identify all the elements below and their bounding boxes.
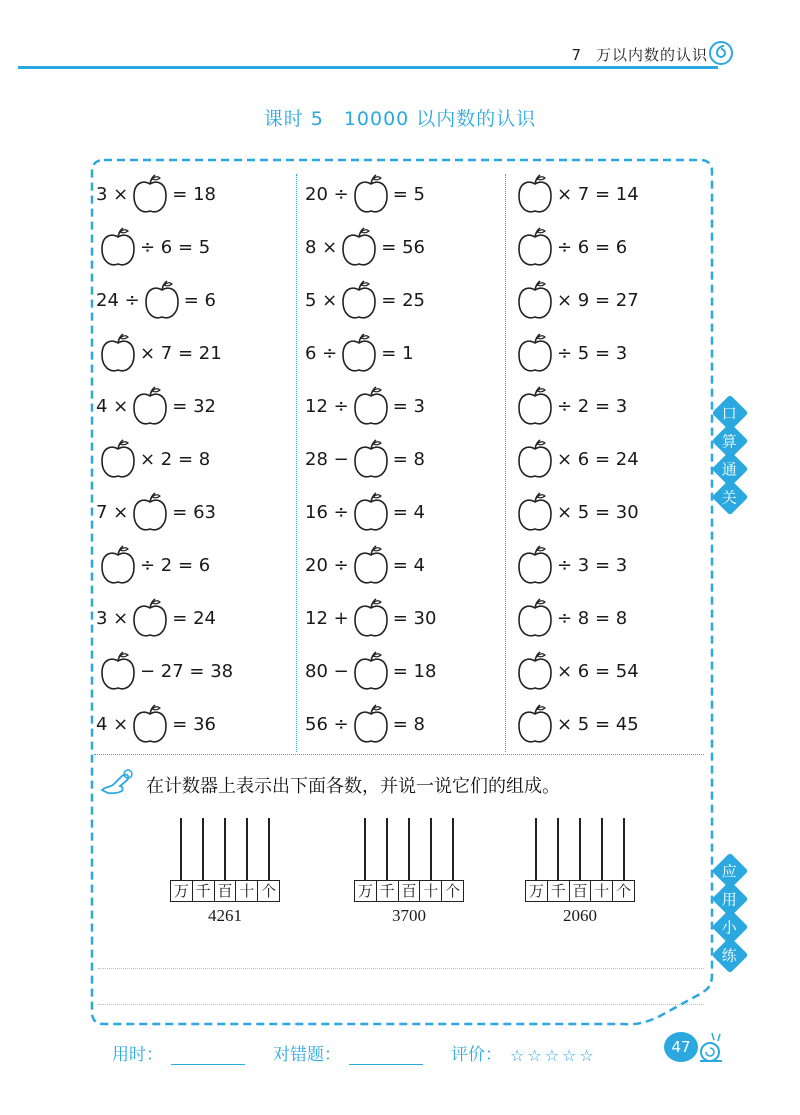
equation-suffix: × 9 = 27 bbox=[557, 289, 639, 311]
place-value-label: 百 bbox=[399, 881, 421, 901]
place-value-label: 万 bbox=[171, 881, 193, 901]
equation-row bbox=[305, 702, 425, 746]
equation-prefix: 56 ÷ bbox=[305, 713, 349, 735]
answer-line bbox=[98, 968, 704, 969]
equation-suffix: = 8 bbox=[392, 448, 425, 470]
equation-prefix: 80 − bbox=[305, 660, 349, 682]
equation-prefix: 20 ÷ bbox=[305, 183, 349, 205]
place-value-label: 百 bbox=[570, 881, 592, 901]
equation-row bbox=[305, 384, 425, 428]
errors-label: 对错题： bbox=[273, 1045, 341, 1065]
equation-suffix: = 18 bbox=[172, 183, 216, 205]
apple-icon[interactable] bbox=[98, 225, 138, 269]
equation-prefix: 8 × bbox=[305, 236, 338, 258]
snail-icon bbox=[694, 1030, 724, 1064]
equation-row bbox=[305, 172, 425, 216]
apple-icon[interactable] bbox=[98, 331, 138, 375]
side-tab-char: 用 bbox=[712, 881, 749, 918]
abacus-rod[interactable] bbox=[579, 818, 581, 880]
chapter-number: 7 bbox=[571, 46, 582, 64]
apple-icon[interactable] bbox=[98, 437, 138, 481]
equation-row bbox=[513, 702, 639, 746]
equation-row bbox=[305, 490, 425, 534]
side-tab-char: 应 bbox=[712, 853, 749, 890]
place-value-labels bbox=[525, 880, 635, 902]
apple-icon[interactable] bbox=[515, 225, 555, 269]
place-value-label: 百 bbox=[215, 881, 237, 901]
equation-prefix: 7 × bbox=[96, 501, 129, 523]
apple-icon[interactable] bbox=[142, 278, 182, 322]
apple-icon[interactable] bbox=[339, 331, 379, 375]
equation-row bbox=[513, 384, 627, 428]
apple-icon[interactable] bbox=[130, 702, 170, 746]
equation-suffix: = 4 bbox=[392, 501, 425, 523]
equation-row bbox=[96, 490, 216, 534]
abacus-number: 2060 bbox=[563, 906, 597, 925]
equation-row bbox=[96, 649, 233, 693]
abacus-3 bbox=[525, 818, 645, 926]
abacus-rod[interactable] bbox=[246, 818, 248, 880]
equation-row bbox=[513, 543, 627, 587]
abacus-rod[interactable] bbox=[268, 818, 270, 880]
equation-suffix: × 5 = 45 bbox=[557, 713, 639, 735]
equation-suffix: = 3 bbox=[392, 395, 425, 417]
equation-prefix: 3 × bbox=[96, 183, 129, 205]
equation-suffix: ÷ 3 = 3 bbox=[557, 554, 628, 576]
equation-row bbox=[305, 649, 436, 693]
abacus-rod[interactable] bbox=[224, 818, 226, 880]
side-tab-application bbox=[717, 858, 743, 970]
equation-suffix: = 36 bbox=[172, 713, 216, 735]
equation-row bbox=[513, 649, 639, 693]
apple-icon[interactable] bbox=[130, 384, 170, 428]
apple-icon[interactable] bbox=[351, 384, 391, 428]
apple-icon[interactable] bbox=[351, 490, 391, 534]
equation-row bbox=[96, 331, 222, 375]
answer-line bbox=[98, 1004, 704, 1005]
equation-suffix: = 24 bbox=[172, 607, 216, 629]
abacus-rod[interactable] bbox=[452, 818, 454, 880]
time-field[interactable] bbox=[112, 1040, 245, 1065]
apple-icon[interactable] bbox=[515, 437, 555, 481]
equation-prefix: 28 − bbox=[305, 448, 349, 470]
equation-row bbox=[305, 331, 414, 375]
abacus-2 bbox=[354, 818, 474, 926]
abacus-rod[interactable] bbox=[535, 818, 537, 880]
equation-suffix: × 5 = 30 bbox=[557, 501, 639, 523]
equation-row bbox=[96, 437, 210, 481]
lesson-label: 课时 5 bbox=[263, 108, 324, 130]
abacus-rod[interactable] bbox=[601, 818, 603, 880]
equation-suffix: = 32 bbox=[172, 395, 216, 417]
side-tab-mental-math bbox=[717, 400, 743, 512]
equation-prefix: 24 ÷ bbox=[96, 289, 140, 311]
place-value-label: 千 bbox=[548, 881, 570, 901]
apple-icon[interactable] bbox=[515, 278, 555, 322]
equation-row bbox=[96, 543, 210, 587]
abacus-rod[interactable] bbox=[623, 818, 625, 880]
column-divider bbox=[505, 174, 506, 752]
rating-field[interactable] bbox=[451, 1040, 597, 1065]
side-tab-char: 口 bbox=[712, 395, 749, 432]
apple-icon[interactable] bbox=[130, 172, 170, 216]
place-value-label: 个 bbox=[445, 882, 461, 900]
equation-suffix: ÷ 2 = 3 bbox=[557, 395, 628, 417]
pointing-hand-icon bbox=[98, 768, 136, 796]
apple-icon[interactable] bbox=[351, 543, 391, 587]
equation-suffix: ÷ 2 = 6 bbox=[140, 554, 211, 576]
equation-prefix: 16 ÷ bbox=[305, 501, 349, 523]
apple-icon[interactable] bbox=[515, 702, 555, 746]
abacus-rod[interactable] bbox=[557, 818, 559, 880]
equation-row bbox=[96, 172, 216, 216]
apple-icon[interactable] bbox=[351, 649, 391, 693]
equation-prefix: 6 ÷ bbox=[305, 342, 338, 364]
apple-icon[interactable] bbox=[515, 384, 555, 428]
equation-row bbox=[305, 225, 425, 269]
section-divider bbox=[94, 754, 704, 755]
place-value-label: 十 bbox=[591, 881, 613, 901]
apple-icon[interactable] bbox=[339, 278, 379, 322]
equation-row bbox=[96, 596, 216, 640]
equation-suffix: × 7 = 21 bbox=[140, 342, 222, 364]
equation-suffix: = 18 bbox=[392, 660, 437, 682]
abacus-number: 3700 bbox=[392, 906, 426, 925]
apple-icon[interactable] bbox=[515, 331, 555, 375]
side-tab-char: 练 bbox=[712, 937, 749, 974]
lesson-topic: 10000 以内数的认识 bbox=[343, 108, 537, 130]
equation-row bbox=[305, 596, 436, 640]
side-tab-char: 算 bbox=[712, 423, 749, 460]
side-tab-char: 关 bbox=[712, 479, 749, 516]
abacus-rods bbox=[354, 818, 474, 880]
apple-icon[interactable] bbox=[515, 649, 555, 693]
equation-row bbox=[305, 278, 425, 322]
apple-icon[interactable] bbox=[351, 702, 391, 746]
apple-icon[interactable] bbox=[130, 490, 170, 534]
abacus-rods bbox=[170, 818, 290, 880]
abacus-rod[interactable] bbox=[386, 818, 388, 880]
footer bbox=[112, 1040, 625, 1065]
apple-icon[interactable] bbox=[351, 437, 391, 481]
apple-icon[interactable] bbox=[351, 172, 391, 216]
equation-prefix: 4 × bbox=[96, 713, 129, 735]
place-value-labels bbox=[354, 880, 464, 902]
equation-suffix: ÷ 6 = 6 bbox=[557, 236, 628, 258]
place-value-label: 千 bbox=[193, 881, 215, 901]
side-tab-char: 通 bbox=[712, 451, 749, 488]
errors-field[interactable] bbox=[273, 1040, 423, 1065]
equation-row bbox=[96, 278, 216, 322]
time-label: 用时： bbox=[112, 1045, 163, 1065]
equation-suffix: = 8 bbox=[392, 713, 425, 735]
equation-suffix: = 25 bbox=[381, 289, 425, 311]
equation-prefix: 12 ÷ bbox=[305, 395, 349, 417]
equation-row bbox=[305, 543, 425, 587]
apple-icon[interactable] bbox=[98, 543, 138, 587]
equation-row bbox=[513, 596, 627, 640]
equation-suffix: = 1 bbox=[381, 342, 414, 364]
column-divider bbox=[296, 174, 297, 752]
place-value-label: 千 bbox=[377, 881, 399, 901]
chapter-title: 万以内数的认识 bbox=[595, 46, 708, 64]
equation-suffix: × 6 = 54 bbox=[557, 660, 639, 682]
place-value-label: 十 bbox=[236, 881, 258, 901]
equation-suffix: = 30 bbox=[392, 607, 437, 629]
apple-icon[interactable] bbox=[339, 225, 379, 269]
equation-suffix: ÷ 6 = 5 bbox=[140, 236, 211, 258]
rating-label: 评价： bbox=[451, 1045, 502, 1065]
equation-suffix: = 63 bbox=[172, 501, 216, 523]
abacus-rod[interactable] bbox=[202, 818, 204, 880]
equation-suffix: = 4 bbox=[392, 554, 425, 576]
abacus-rod[interactable] bbox=[408, 818, 410, 880]
place-value-label: 万 bbox=[526, 881, 548, 901]
equation-prefix: 4 × bbox=[96, 395, 129, 417]
equation-suffix: × 6 = 24 bbox=[557, 448, 639, 470]
equation-suffix: ÷ 8 = 8 bbox=[557, 607, 628, 629]
equation-suffix: − 27 = 38 bbox=[140, 660, 234, 682]
place-value-label: 个 bbox=[261, 882, 277, 900]
equation-row bbox=[513, 278, 639, 322]
equation-row bbox=[96, 702, 216, 746]
page-number: 47 bbox=[664, 1032, 698, 1062]
equation-suffix: × 7 = 14 bbox=[557, 183, 639, 205]
application-instruction: 在计数器上表示出下面各数，并说一说它们的组成。 bbox=[146, 776, 560, 797]
apple-icon[interactable] bbox=[351, 596, 391, 640]
equation-prefix: 20 ÷ bbox=[305, 554, 349, 576]
time-blank[interactable] bbox=[171, 1047, 245, 1065]
side-tab-char: 小 bbox=[712, 909, 749, 946]
apple-icon[interactable] bbox=[130, 596, 170, 640]
place-value-label: 个 bbox=[616, 882, 632, 900]
abacus-rods bbox=[525, 818, 645, 880]
apple-icon[interactable] bbox=[515, 172, 555, 216]
abacus-number: 4261 bbox=[208, 906, 242, 925]
equation-row bbox=[96, 384, 216, 428]
place-value-labels bbox=[170, 880, 280, 902]
equation-prefix: 12 + bbox=[305, 607, 349, 629]
apple-icon[interactable] bbox=[98, 649, 138, 693]
equation-prefix: 3 × bbox=[96, 607, 129, 629]
apple-icon[interactable] bbox=[515, 490, 555, 534]
place-value-label: 十 bbox=[420, 881, 442, 901]
abacus-rod[interactable] bbox=[180, 818, 182, 880]
apple-icon[interactable] bbox=[515, 596, 555, 640]
errors-blank[interactable] bbox=[349, 1047, 423, 1065]
abacus-rod[interactable] bbox=[430, 818, 432, 880]
rating-stars[interactable]: ☆☆☆☆☆ bbox=[510, 1046, 597, 1065]
equation-suffix: = 5 bbox=[392, 183, 425, 205]
equation-row bbox=[513, 172, 639, 216]
equation-suffix: ÷ 5 = 3 bbox=[557, 342, 628, 364]
place-value-label: 万 bbox=[355, 881, 377, 901]
equation-row bbox=[513, 225, 627, 269]
equation-row bbox=[513, 331, 627, 375]
apple-icon[interactable] bbox=[515, 543, 555, 587]
equation-suffix: = 6 bbox=[183, 289, 216, 311]
equation-prefix: 5 × bbox=[305, 289, 338, 311]
equation-suffix: = 56 bbox=[381, 236, 425, 258]
abacus-1 bbox=[170, 818, 290, 926]
equation-row bbox=[305, 437, 425, 481]
equation-row bbox=[96, 225, 210, 269]
equation-suffix: × 2 = 8 bbox=[140, 448, 211, 470]
equation-row bbox=[513, 437, 639, 481]
equation-row bbox=[513, 490, 639, 534]
abacus-rod[interactable] bbox=[364, 818, 366, 880]
